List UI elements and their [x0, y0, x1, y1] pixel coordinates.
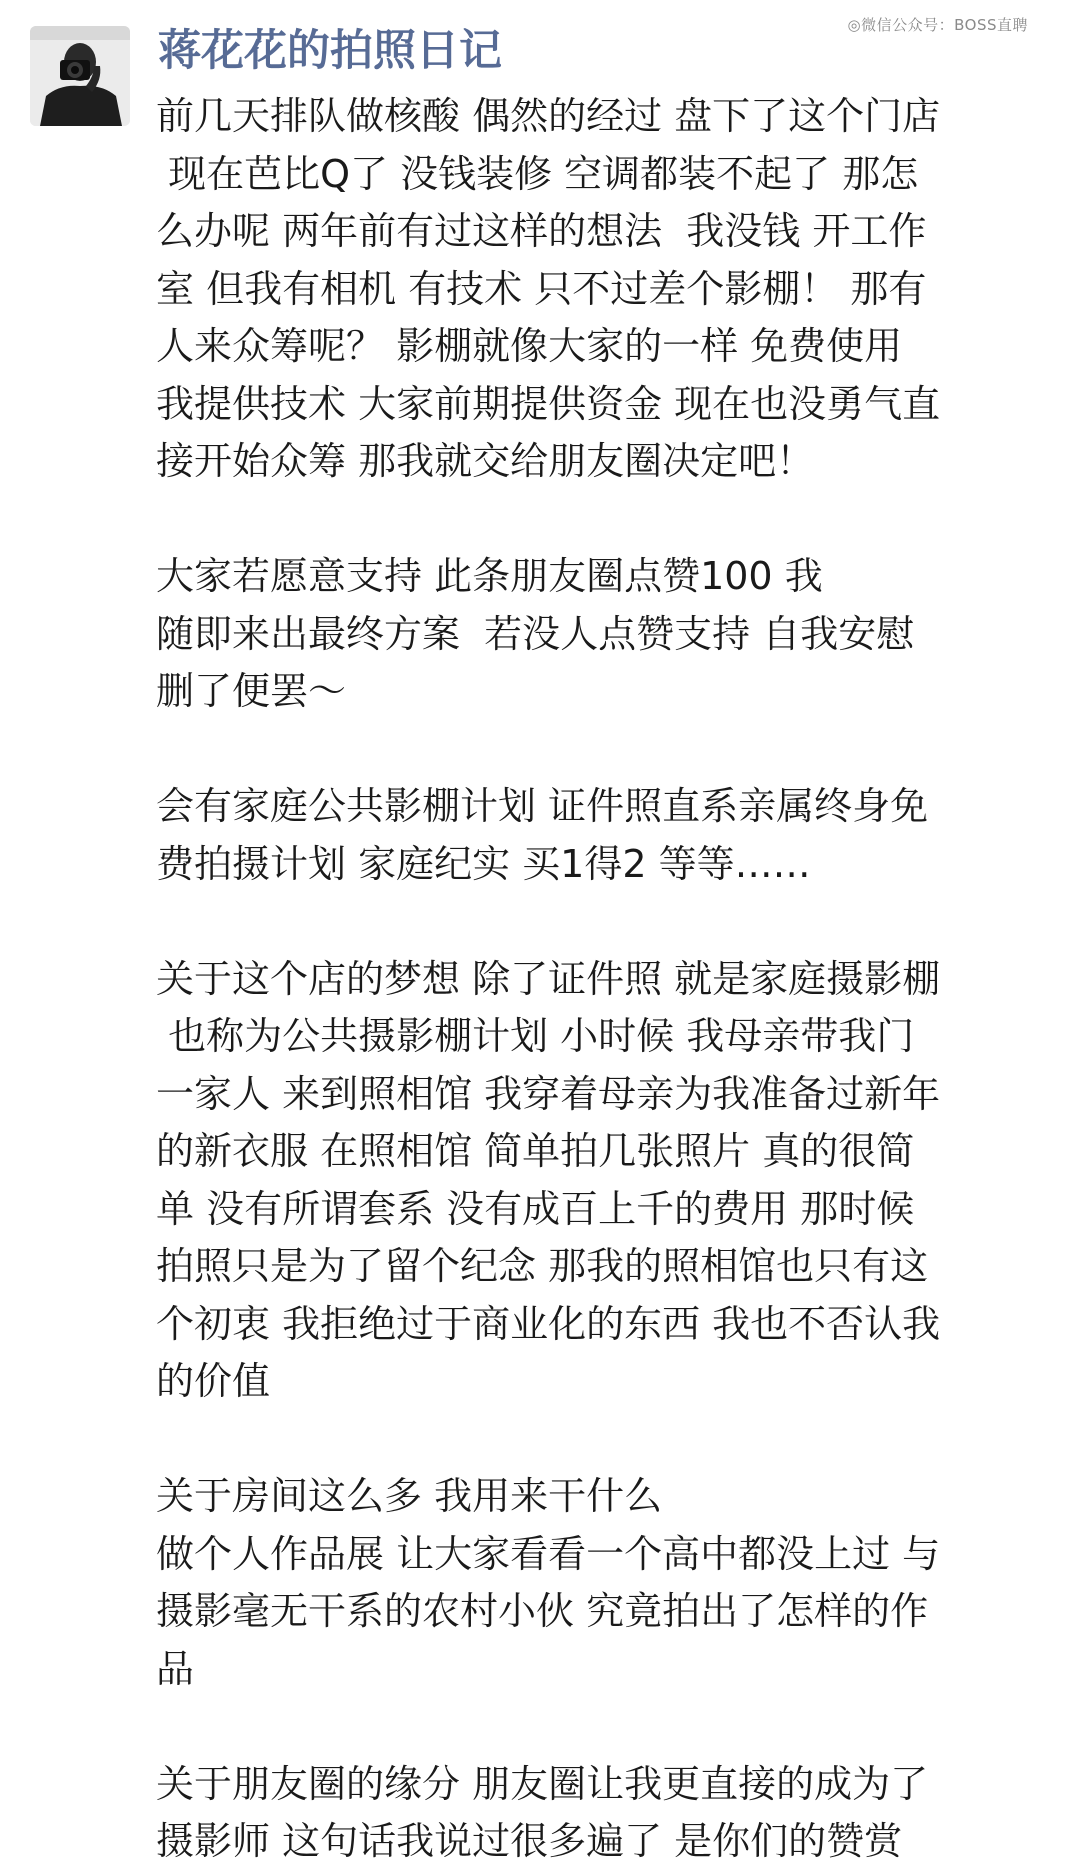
post-text-line: 删了便罢～ [156, 669, 347, 713]
post-text-line: 关于这个店的梦想 除了证件照 就是家庭摄影棚 [156, 956, 941, 1001]
post-text-line: 摄影师 这句话我说过很多遍了 是你们的赞赏 [156, 1819, 903, 1863]
post-text-line: 接开始众筹 那我就交给朋友圈决定吧！ [156, 439, 815, 483]
post-text-line: 个初衷 我拒绝过于商业化的东西 我也不否认我 [156, 1301, 941, 1346]
post-text-line: 大家若愿意支持 此条朋友圈点赞100 我 [156, 554, 823, 598]
post-text-line: 人来众筹呢？ 影棚就像大家的一样 免费使用 [156, 324, 903, 368]
post-text-line: 一家人 来到照相馆 我穿着母亲为我准备过新年 [156, 1071, 941, 1116]
post-text-line: 做个人作品展 让大家看看一个高中都没上过 与 [156, 1531, 941, 1576]
post-text-line [156, 721, 1056, 779]
post-text-line [156, 491, 1056, 549]
post-text-line: 现在芭比Q了 没钱装修 空调都装不起了 那怎 [156, 151, 919, 196]
post-text-line [156, 1698, 1056, 1756]
post-text-line: 拍照只是为了留个纪念 那我的照相馆也只有这 [156, 1244, 929, 1288]
post-text-line: 费拍摄计划 家庭纪实 买1得2 等等…… [156, 841, 811, 886]
post-text-line: 么办呢 两年前有过这样的想法 我没钱 开工作 [156, 209, 927, 253]
post-text-line: 也称为公共摄影棚计划 小时候 我母亲带我门 [156, 1014, 915, 1058]
post-text-line: 品 [156, 1646, 195, 1691]
post-text-line: 室 但我有相机 有技术 只不过差个影棚！ 那有 [156, 266, 927, 311]
photographer-avatar-icon[interactable] [30, 26, 130, 126]
post-text-line: 单 没有所谓套系 没有成百上千的费用 那时候 [156, 1186, 915, 1231]
post-text-line: 随即来出最终方案 若没人点赞支持 自我安慰 [156, 611, 915, 656]
watermark-text: ◎微信公众号：BOSS直聘 [847, 16, 1028, 34]
post-text-line: 前几天排队做核酸 偶然的经过 盘下了这个门店 [156, 94, 941, 138]
post-content [156, 88, 1056, 1871]
post-text-line: 摄影毫无干系的农村小伙 究竟拍出了怎样的作 [156, 1589, 929, 1633]
post-text-line: 的新衣服 在照相馆 简单拍几张照片 真的很简 [156, 1129, 915, 1173]
post-text-line: 关于房间这么多 我用来干什么 [156, 1474, 663, 1518]
author-name[interactable]: 蒋花花的拍照日记 [158, 26, 502, 76]
post-text-line: 会有家庭公共影棚计划 证件照直系亲属终身免 [156, 784, 929, 828]
post-text-line: 关于朋友圈的缘分 朋友圈让我更直接的成为了 [156, 1761, 929, 1806]
post-text-line: 的价值 [156, 1359, 271, 1403]
post-text-line: 我提供技术 大家前期提供资金 现在也没勇气直 [156, 381, 941, 426]
post-text-line [156, 893, 1056, 951]
post-text-line [156, 1411, 1056, 1469]
